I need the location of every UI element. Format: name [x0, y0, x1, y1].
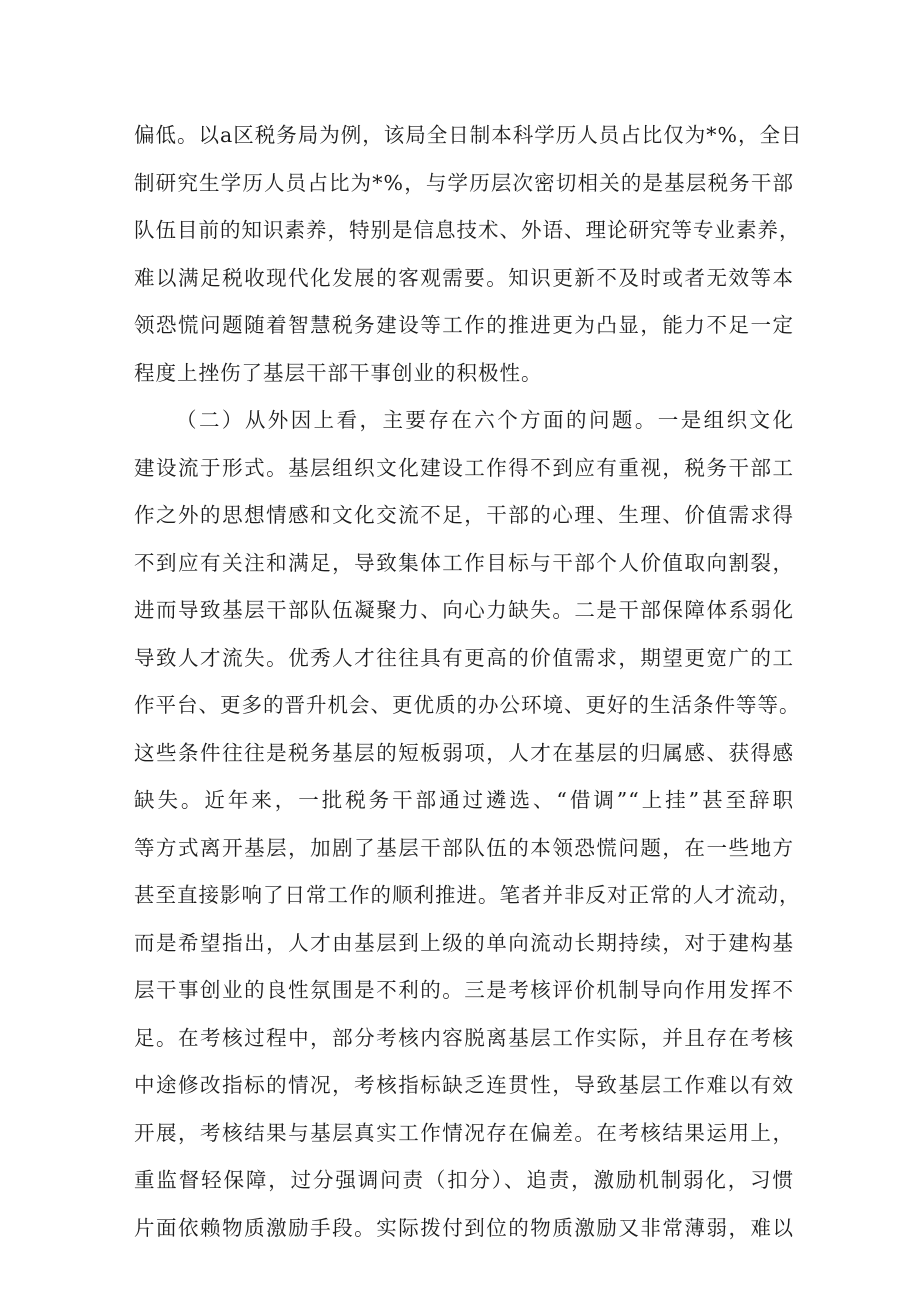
text-line: 进而导致基层干部队伍凝聚力、向心力缺失。二是干部保障体系弱化	[134, 598, 794, 622]
text-line: 不到应有关注和满足，导致集体工作目标与干部个人价值取向割裂，	[134, 550, 794, 575]
body-text	[134, 112, 803, 1252]
text-line: 等方式离开基层，加剧了基层干部队伍的本领恐慌问题，在一些地方	[134, 835, 794, 860]
text-line: 足。在考核过程中，部分考核内容脱离基层工作实际，并且存在考核	[134, 1025, 794, 1050]
text-line: 领恐慌问题随着智慧税务建设等工作的推进更为凸显，能力不足一定	[134, 313, 794, 337]
text-line: 片面依赖物质激励手段。实际拨付到位的物质激励又非常薄弱，难以	[134, 1215, 794, 1240]
text-line: 难以满足税收现代化发展的客观需要。知识更新不及时或者无效等本	[134, 265, 794, 290]
paragraph-start-line: （二）从外因上看，主要存在六个方面的问题。一是组织文化	[176, 408, 794, 432]
text-line: 程度上挫伤了基层干部干事创业的积极性。	[134, 360, 543, 385]
text-line: 重监督轻保障，过分强调问责（扣分）、追责，激励机制弱化，习惯	[134, 1168, 794, 1192]
text-line: 队伍目前的知识素养，特别是信息技术、外语、理论研究等专业素养，	[134, 218, 801, 242]
text-line: 作平台、更多的晋升机会、更优质的办公环境、更好的生活条件等等。	[134, 693, 801, 717]
text-line: 甚至直接影响了日常工作的顺利推进。笔者并非反对正常的人才流动，	[134, 883, 801, 907]
text-line: 偏低。以a区税务局为例，该局全日制本科学历人员占比仅为*%，全日	[134, 123, 803, 147]
text-line: 导致人才流失。优秀人才往往具有更高的价值需求，期望更宽广的工	[134, 645, 794, 670]
text-line: 这些条件往往是税务基层的短板弱项，人才在基层的归属感、获得感	[134, 740, 794, 765]
text-line: 中途修改指标的情况，考核指标缺乏连贯性，导致基层工作难以有效	[134, 1073, 794, 1097]
text-line: 开展，考核结果与基层真实工作情况存在偏差。在考核结果运用上，	[134, 1120, 794, 1145]
text-line: 制研究生学历人员占比为*%，与学历层次密切相关的是基层税务干部	[134, 170, 794, 195]
text-line: 而是希望指出，人才由基层到上级的单向流动长期持续，对于建构基	[134, 930, 794, 955]
text-line: 作之外的思想情感和文化交流不足，干部的心理、生理、价值需求得	[134, 503, 794, 527]
text-line: 层干事创业的良性氛围是不利的。三是考核评价机制导向作用发挥不	[134, 978, 794, 1002]
text-line: 缺失。近年来，一批税务干部通过遴选、“借调”“上挂”甚至辞职	[134, 788, 794, 812]
text-line: 建设流于形式。基层组织文化建设工作得不到应有重视，税务干部工	[134, 455, 794, 480]
